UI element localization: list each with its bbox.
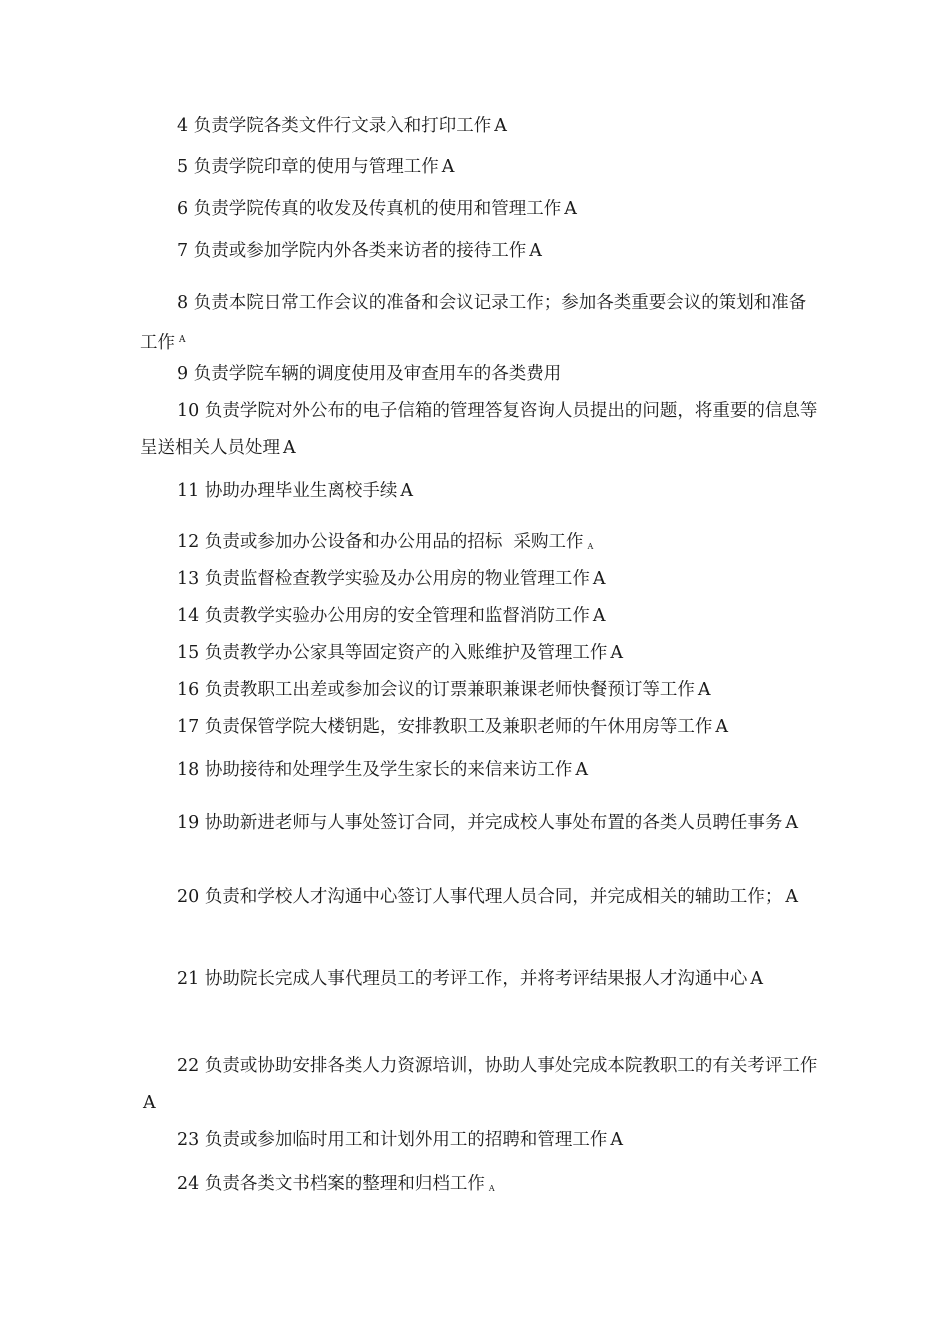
grade-mark: A [283,438,296,458]
item-text: 9 负责学院车辆的调度使用及审查用车的各类费用 [177,364,562,384]
item-text: 14 负责教学实验办公用房的安全管理和监督消防工作 [177,606,590,626]
item-text: 23 负责或参加临时用工和计划外用工的招聘和管理工作 [177,1130,608,1150]
item-text: 22 负责或协助安排各类人力资源培训，协助人事处完成本院教职工的有关考评工作 [177,1056,818,1076]
grade-mark: A [494,116,507,136]
item-text: 21 协助院长完成人事代理员工的考评工作，并将考评结果报人才沟通中心 [177,969,748,989]
grade-mark: A [750,969,763,989]
list-item [140,149,820,186]
list-item [140,635,820,672]
grade-mark: A [610,643,623,663]
grade-mark: A [785,887,798,907]
grade-mark: A [785,813,798,833]
item-text: 20 负责和学校人才沟通中心签订人事代理人员合同，并完成相关的辅助工作； [177,887,783,907]
item-text: 15 负责教学办公家具等固定资产的入账维护及管理工作 [177,643,608,663]
grade-mark: A [592,606,606,626]
item-text: 16 负责教职工出差或参加会议的订票兼职兼课老师快餐预订等工作 [177,680,695,700]
list-item [140,709,820,746]
list-item [140,393,820,467]
item-text: 11 协助办理毕业生离校手续 [177,481,398,501]
list-item [140,953,820,1005]
grade-mark: A [179,335,186,345]
list-item [140,191,820,228]
grade-mark: A [715,717,728,737]
grade-mark: A [564,199,577,219]
grade-mark: A [592,569,606,589]
item-text: 19 协助新进老师与人事处签订合同，并完成校人事处布置的各类人员聘任事务 [177,813,783,833]
list-item [140,473,820,510]
grade-mark: A [441,157,455,177]
list-item [140,598,820,635]
item-text: 13 负责监督检查教学实验及办公用房的物业管理工作 [177,569,590,589]
list-item [140,356,820,393]
list-item [140,524,820,565]
list-item [140,1166,820,1207]
item-text: 18 协助接待和处理学生及学生家长的来信来访工作 [177,760,573,780]
grade-mark: A [143,1093,156,1113]
item-text: 6 负责学院传真的收发及传真机的使用和管理工作 [177,199,562,219]
list-item [140,752,820,789]
item-text: 17 负责保管学院大楼钥匙，安排教职工及兼职老师的午休用房等工作 [177,717,713,737]
grade-mark: A [610,1130,623,1150]
item-text: 8 负责本院日常工作会议的准备和会议记录工作；参加各类重要会议的策划和准备工作 [140,293,807,353]
list-item [140,1122,820,1159]
grade-mark: A [587,542,594,551]
list-item [140,233,820,270]
item-text: 10 负责学院对外公布的电子信箱的管理答复咨询人员提出的问题，将重要的信息等呈送相关人员处理 [140,401,818,458]
list-item [140,879,820,916]
item-text: 4 负责学院各类文件行文录入和打印工作 [177,116,492,136]
list-item [140,805,820,842]
grade-mark: A [697,680,711,700]
list-item [140,1048,820,1122]
item-text: 5 负责学院印章的使用与管理工作 [177,157,439,177]
list-item [140,108,820,145]
list-item [140,285,820,362]
item-text: 12 负责或参加办公设备和办公用品的招标 采购工作 [177,532,584,552]
item-text: 24 负责各类文书档案的整理和归档工作 [177,1174,485,1194]
list-item [140,672,820,709]
grade-mark: A [575,760,588,780]
grade-mark: A [488,1184,495,1193]
grade-mark: A [529,241,542,261]
item-text: 7 负责或参加学院内外各类来访者的接待工作 [177,241,527,261]
list-item [140,561,820,598]
grade-mark: A [400,481,413,501]
